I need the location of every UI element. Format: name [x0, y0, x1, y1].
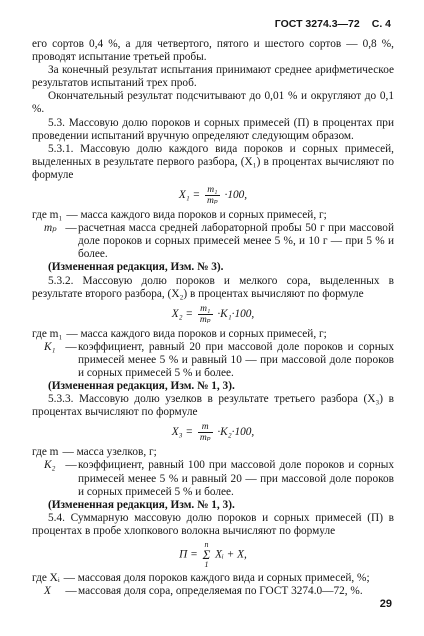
denominator: mₚ: [199, 433, 211, 444]
definition-m1: где m₁ — масса каждого вида пороков и сорных примесей, г;: [32, 327, 327, 340]
formula-rhs: ·K₂·100,: [217, 426, 255, 439]
paragraph-continuation: его сортов 0,4 %, а для четвертого, пятого и шестого сортов — 0,8 %, проводят испытание третьей пробы.: [32, 38, 394, 64]
definition-text: масса узелков, г;: [76, 446, 157, 459]
sum-lower: 1: [204, 560, 209, 569]
definition-m1: где m₁ — масса каждого вида пороков и сорных примесей, г;: [32, 209, 327, 222]
definition-label: K₂: [44, 459, 56, 472]
paragraph-5-3-3: 5.3.3. Массовую долю узелков в результате третьего разбора (X₃) в процентах вычисляют по формуле: [32, 393, 394, 419]
fraction: [198, 304, 213, 325]
denominator: mₚ: [199, 314, 211, 325]
sum-upper: n: [204, 540, 209, 549]
formula-lhs: X₃ =: [171, 426, 194, 439]
formula-p: [32, 541, 394, 569]
definition-text: коэффициент, равный 100 при массовой доле пороков и сорных примесей менее 5 % и равный 20 — при массовой доле пороков и сорных примесей 5 % и более.: [78, 459, 394, 498]
definition-text: коэффициент, равный 20 при массовой доле пороков и сорных примесей менее 5 % и равный 10 — при массовой доле пороков и сорных примесей 5 % и более.: [78, 340, 394, 379]
paragraph-5-3-2: 5.3.2. Массовую долю пороков и мелкого сора, выделенных в результате второго разбора, (X₂) в процентах вычисляют по формуле: [32, 274, 394, 300]
formula-x3: [32, 422, 394, 443]
definitions-2: [32, 328, 394, 380]
definition-text: массовая доля сора, определяемая по ГОСТ 3274.0—72, %.: [78, 585, 363, 598]
edition-note-2: (Измененная редакция, Изм. № 1, 3).: [48, 380, 235, 393]
page-header: [275, 18, 391, 30]
definitions-3: [32, 446, 394, 498]
sigma-symbol: Σ: [202, 547, 211, 562]
definition-k2: K₂ — коэффициент, равный 100 при массовой доле пороков и сорных примесей менее 5 % и равный 20 — при массовой доле пороков и сорных примесей 5 % и более.: [44, 459, 394, 498]
formula-x1: [32, 185, 394, 206]
formula-lhs: П =: [179, 548, 198, 561]
numerator: m₁: [205, 185, 220, 196]
definition-m: где m — масса узелков, г;: [32, 446, 157, 459]
definition-x: X — массовая доля сора, определяемая по ГОСТ 3274.0—72, %.: [32, 585, 394, 598]
definition-label: где m₁: [32, 327, 63, 340]
definition-k1: K₁ — коэффициент, равный 20 при массовой доле пороков и сорных примесей менее 5 % и равный 10 — при массовой доле пороков и сорных примесей 5 % и более.: [44, 340, 394, 379]
summation: [203, 541, 211, 569]
formula-rhs: ·K₁·100,: [217, 307, 255, 320]
definition-text: массовая доля пороков каждого вида и сорных примесей, %;: [77, 572, 370, 584]
definition-text: расчетная масса средней лабораторной пробы 50 г при массовой доле пороков и сорных примесей менее 5 %, и 10 г — при 5 % и более.: [78, 222, 394, 261]
page-number: 29: [379, 598, 392, 610]
paragraph-rounding: Окончательный результат подсчитывают до 0,01 % и округляют до 0,1 %.: [32, 90, 394, 116]
definition-xi: где Xᵢ — массовая доля пороков каждого вида и сорных примесей, %;: [32, 572, 394, 585]
gost-number: ГОСТ 3274.3—72: [274, 18, 360, 30]
definition-text: масса каждого вида пороков и сорных примесей, г;: [80, 327, 327, 340]
definition-label: mₚ: [44, 222, 57, 235]
paragraph-5-4: 5.4. Суммарную массовую долю пороков и сорных примесей (П) в процентах в пробе хлопкового волокна вычисляют по формуле: [32, 511, 394, 537]
paragraph-final-result: За конечный результат испытания принимают среднее арифметическое результатов испытаний трех проб.: [32, 64, 394, 90]
formula-lhs: X₂ =: [171, 307, 194, 320]
fraction: [205, 185, 220, 206]
denominator: mₚ: [207, 196, 218, 207]
definition-label: где m: [32, 446, 59, 459]
definition-label: где m₁: [32, 209, 63, 222]
definition-label: где Xᵢ: [32, 572, 60, 584]
definitions-4: [32, 572, 394, 598]
edition-note-3: (Измененная редакция, Изм. № 1, 3).: [48, 498, 235, 511]
numerator: m₁: [198, 304, 213, 315]
edition-note-1: (Измененная редакция, Изм. № 3).: [48, 261, 224, 274]
definitions-1: [32, 209, 394, 261]
formula-rhs: Xᵢ + X,: [215, 548, 247, 561]
formula-x2: [32, 304, 394, 325]
document-body: [32, 38, 394, 598]
definition-mp: mₚ — расчетная масса средней лабораторной пробы 50 г при массовой доле пороков и сорных примесей менее 5 %, и 10 г — при 5 % и более.: [44, 222, 394, 261]
definition-label: K₁: [44, 340, 56, 353]
fraction: [198, 422, 213, 443]
formula-lhs: X₁ =: [178, 189, 201, 202]
definition-label: X: [44, 585, 51, 598]
formula-rhs: ·100,: [224, 189, 248, 202]
header-page: С. 4: [371, 18, 391, 30]
definition-text: масса каждого вида пороков и сорных примесей, г;: [80, 209, 327, 222]
paragraph-5-3: 5.3. Массовую долю пороков и сорных примесей (П) в процентах при проведении испытаний вручную определяют следующим образом.: [32, 116, 394, 142]
paragraph-5-3-1: 5.3.1. Массовую долю каждого вида пороков и сорных примесей, выделенных в результате первого разбора, (X₁) в процентах вычисляют по формуле: [32, 142, 394, 181]
numerator: m: [198, 422, 213, 433]
